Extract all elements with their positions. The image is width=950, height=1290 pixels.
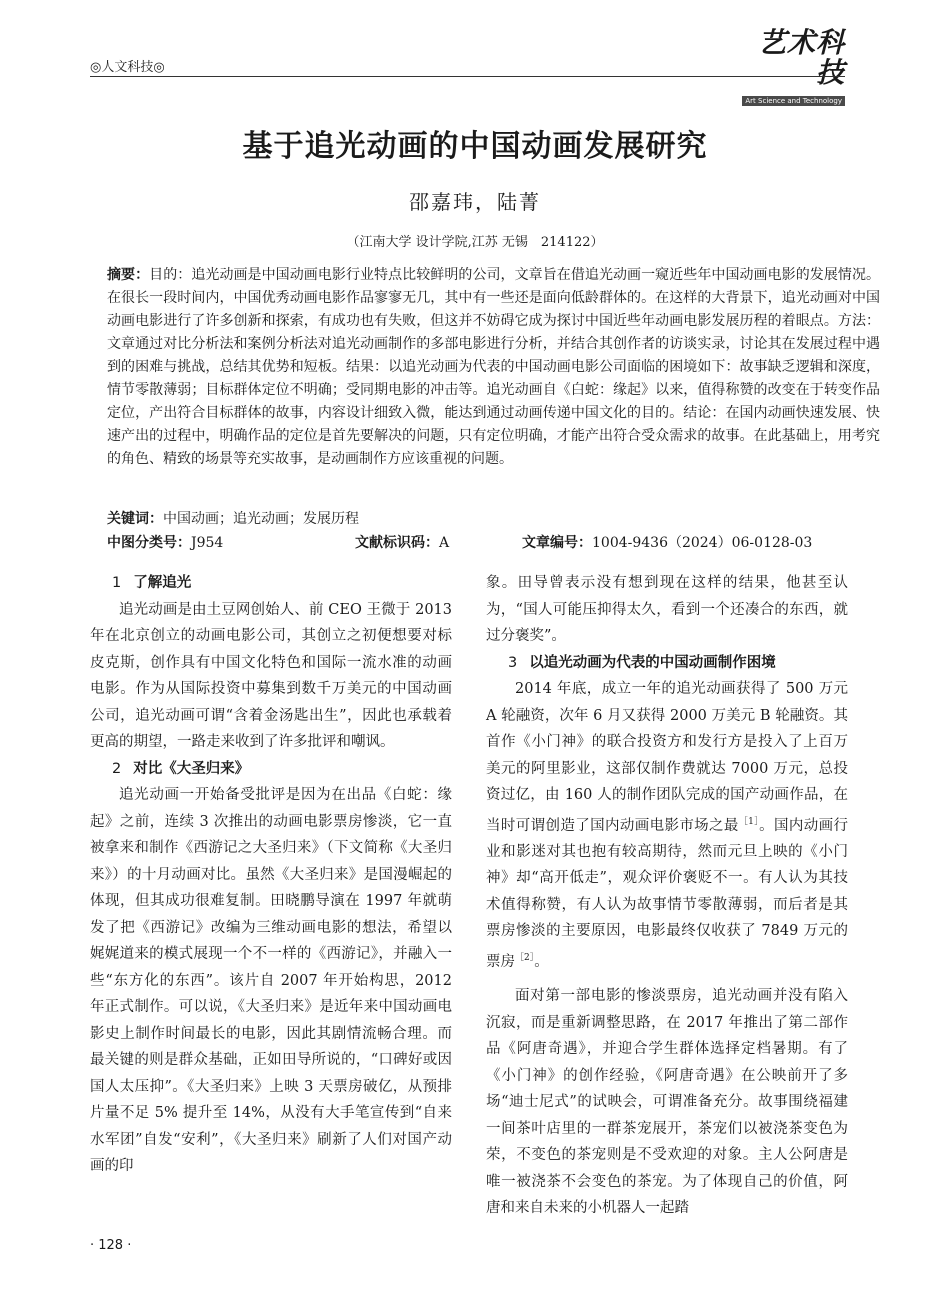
abstract-text: 目的：追光动画是中国动画电影行业特点比较鲜明的公司，文章旨在借追光动画一窥近些年中国动画电影的发展情况。在很长一段时间内，中国优秀动画电影作品寥寥无几，其中有一些还是面向低龄群体的。在这样的大背景下，追光动画对中国动画电影进行了许多创新和探索，有成功也有失败，但这并不妨碍它成为探讨中国近些年动画电影发展历程的着眼点。方法：文章通过对比分析法和案例分析法对追光动画制作的多部电影进行分析，并结合其创作者的访谈实录，讨论其在发展过程中遇到的困难与挑战，总结其优势和短板。结果：以追光动画为代表的中国动画电影公司面临的困境如下：故事缺乏逻辑和深度，情节零散薄弱；目标群体定位不明确；受同期电影的冲击等。追光动画自《白蛇：缘起》以来，值得称赞的改变在于转变作品定位，产出符合目标群体的故事，内容设计细致入微，能达到通过动画传递中国文化的目的。结论：在国内动画快速发展、快速产出的过程中，明确作品的定位是首先要解决的问题，只有定位明确，才能产出符合受众需求的故事。在此基础上，用考究的角色、精致的场景等充实故事，是动画制作方应该重视的问题。 <box>107 267 881 467</box>
section-heading-3: 3 以追光动画为代表的中国动画制作困境 <box>508 654 776 671</box>
header-divider <box>90 76 845 77</box>
section-heading-1: 1 了解追光 <box>112 575 192 591</box>
paragraph: 面对第一部电影的惨淡票房，追光动画并没有陷入沉寂，而是重新调整思路，在 2017 年推出了第二部作品《阿唐奇遇》，并迎合学生群体选择定档暑期。有了《小门神》的创作经验，《阿唐奇遇》在公映前开了多场“迪士尼式”的试映会，可谓准备充分。故事围绕福建一间茶叶店里的一群茶宠展开，茶宠们以被浇茶变色为荣，不变色的茶宠则是不受欢迎的对象。主人公阿唐是唯一被浇茶不会变色的茶宠。为了体现自己的价值，阿唐和来自未来的小机器人一起踏 <box>486 988 848 1217</box>
journal-logo <box>737 28 845 107</box>
paragraph: 象。田导曾表示没有想到现在这样的结果，他甚至认为，“国人可能压抑得太久，看到一个还凑合的东西，就过分褒奖”。 <box>486 575 848 644</box>
paragraph: 追光动画是由土豆网创始人、前 CEO 王微于 2013 年在北京创立的动画电影公司，其创立之初便想要对标皮克斯，创作具有中国文化特色和国际一流水准的动画电影。作为从国际投资中募集到数千万美元的中国动画公司，追光动画可谓“含着金汤匙出生”，因此也承载着更高的期望，一路走来收到了许多批评和嘲讽。 <box>90 601 452 750</box>
citation-ref: ［1］ <box>738 816 760 827</box>
authors: 邵嘉玮，陆菁 <box>409 190 541 214</box>
page-number: · 128 · <box>90 1238 132 1253</box>
logo-subtitle: Art Science and Technology <box>742 96 845 106</box>
section-label: ◎人文科技◎ <box>90 60 165 75</box>
keywords-text: 中国动画；追光动画；发展历程 <box>163 511 359 527</box>
paragraph: 追光动画一开始备受批评是因为在出品《白蛇：缘起》之前，连续 3 次推出的动画电影票房惨淡，它一直被拿来和制作《西游记之大圣归来》（下文简称《大圣归来》）的十月动画对比。虽然《大圣归来》是国漫崛起的体现，但其成功很难复制。田晓鹏导演在 1997 年就萌发了把《西游记》改编为三维动画电影的想法，希望以娓娓道来的模式展现一个不一样的《西游记》，并融入一些“东方化的东西”。该片自 2007 年开始构思，2012 年正式制作。可以说，《大圣归来》是近年来中国动画电影史上制作时间最长的电影，因此其剧情流畅合理。而最关键的则是群众基础，正如田导所说的，“口碑好或因国人太压抑”。《大圣归来》上映 3 天票房破亿，从预排片量不足 5% 提升至 14%，从没有大手笔宣传到“自来水军团”自发“安利”，《大圣归来》刷新了人们对国产动画的印 <box>90 787 452 1174</box>
abstract-label: 摘要： <box>107 267 150 283</box>
paragraph: 2014 年底，成立一年的追光动画获得了 500 万元 A 轮融资，次年 6 月又获得 2000 万美元 B 轮融资。其首作《小门神》的联合投资方和发行方是投入了上百万美元的阿里影业，这部仅制作费就达 7000 万元，总投资过亿，由 160 人的制作团队完成的国产动画作品，在当时可谓创造了国内动画电影市场之最$^{[1]}$。国内动画行业和影迷对其也抱有较高期待，然而元旦上映的《小门神》却“高开低走”，观众评价褒贬不一。有人认为其技术值得称赞，有人认为故事情节零散薄弱，而后者是其票房惨淡的主要原因，电影最终仅收获了 7849 万元的票房$^{[2]}$。 <box>486 681 849 970</box>
left-column <box>90 570 452 1180</box>
keywords-label: 关键词： <box>107 511 163 527</box>
section-heading-2: 2 对比《大圣归来》 <box>112 760 250 777</box>
right-column <box>486 570 848 1222</box>
keywords <box>107 508 880 531</box>
affiliation: （江南大学 设计学院,江苏 无锡 214122） <box>346 235 604 250</box>
document-code: 文献标识码：A <box>355 535 450 551</box>
citation-ref: ［2］ <box>515 952 535 963</box>
clc-number: 中图分类号：J954 <box>107 535 224 551</box>
article-number: 文章编号：1004-9436（2024）06-0128-03 <box>522 535 813 551</box>
paper-title: 基于追光动画的中国动画发展研究 <box>242 129 708 164</box>
abstract <box>107 264 880 471</box>
logo-text: 艺术科技 <box>757 26 845 89</box>
